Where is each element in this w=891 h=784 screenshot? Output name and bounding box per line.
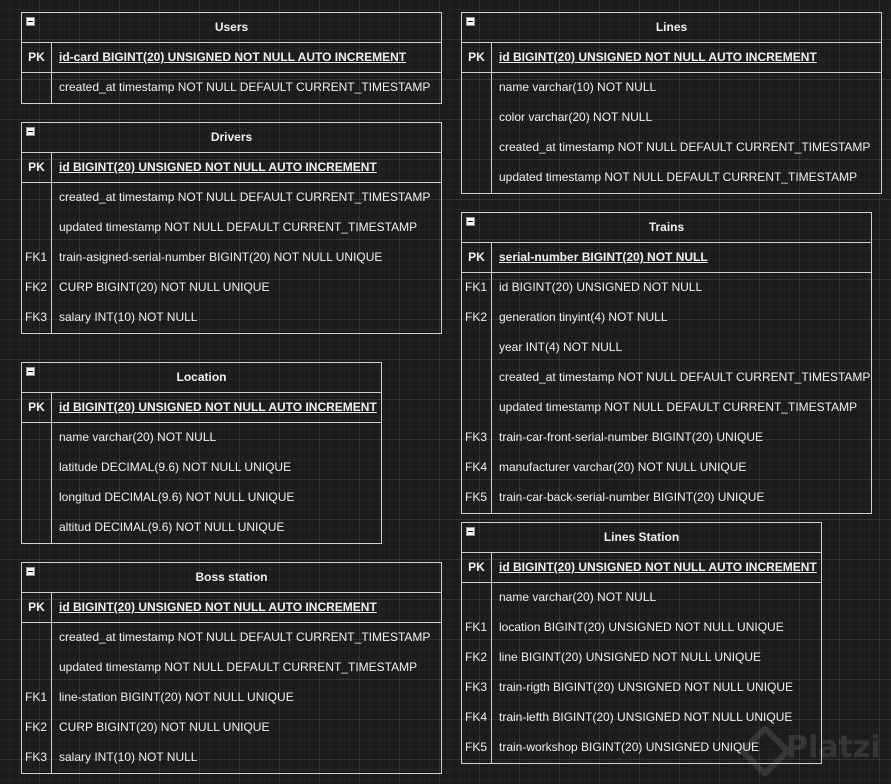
key-label: [22, 623, 52, 653]
column-name: line-station BIGINT(20) NOT NULL UNIQUE: [59, 690, 294, 704]
table-row[interactable]: [462, 423, 871, 453]
table-row[interactable]: [22, 623, 441, 653]
pk-row[interactable]: [22, 393, 381, 423]
table-header[interactable]: [462, 523, 821, 553]
table-row[interactable]: [22, 243, 441, 273]
table-row[interactable]: [22, 213, 441, 243]
column-name: created_at timestamp NOT NULL DEFAULT CURRENT_TIMESTAMP: [59, 630, 431, 644]
table-title: Boss station: [195, 570, 268, 584]
table-row[interactable]: [462, 363, 871, 393]
column-list: [22, 183, 441, 333]
table-row[interactable]: [22, 273, 441, 303]
column-name: CURP BIGINT(20) NOT NULL UNIQUE: [59, 720, 270, 734]
key-label: FK1: [25, 690, 48, 704]
column-name: id BIGINT(20) UNSIGNED NOT NULL AUTO INCREMENT: [59, 160, 377, 174]
column-name: train-car-back-serial-number BIGINT(20) UNIQUE: [499, 490, 765, 504]
table-row[interactable]: [462, 103, 881, 133]
column-name: year INT(4) NOT NULL: [499, 340, 623, 354]
column-name: id BIGINT(20) UNSIGNED NOT NULL: [499, 280, 703, 294]
column-name: train-car-front-serial-number BIGINT(20) UNIQUE: [499, 430, 764, 444]
table-lines-station[interactable]: [461, 522, 822, 764]
key-label: FK4: [465, 710, 488, 724]
column-name: generation tinyint(4) NOT NULL: [499, 310, 668, 324]
key-label: PK: [22, 593, 52, 622]
key-label: FK2: [465, 650, 488, 664]
table-row[interactable]: [22, 183, 441, 213]
column-name: CURP BIGINT(20) NOT NULL UNIQUE: [59, 280, 270, 294]
table-title: Location: [176, 370, 227, 384]
table-row[interactable]: [462, 733, 821, 763]
table-row[interactable]: [462, 133, 881, 163]
column-name: created_at timestamp NOT NULL DEFAULT CURRENT_TIMESTAMP: [59, 190, 431, 204]
column-name: salary INT(10) NOT NULL: [59, 310, 198, 324]
key-label: FK1: [465, 620, 488, 634]
table-boss-station[interactable]: [21, 562, 442, 774]
column-name: updated timestamp NOT NULL DEFAULT CURRENT_TIMESTAMP: [59, 660, 418, 674]
table-lines[interactable]: [461, 12, 882, 194]
key-label: FK2: [465, 310, 488, 324]
key-label: FK1: [465, 280, 488, 294]
column-list: [462, 73, 881, 193]
table-row[interactable]: [22, 423, 381, 453]
key-label: [22, 73, 52, 103]
column-name: created_at timestamp NOT NULL DEFAULT CURRENT_TIMESTAMP: [499, 370, 871, 384]
key-label: FK2: [25, 720, 48, 734]
pk-row[interactable]: [22, 153, 441, 183]
table-header[interactable]: [22, 13, 441, 43]
table-row[interactable]: [462, 303, 871, 333]
column-name: train-rigth BIGINT(20) UNSIGNED NOT NULL UNIQUE: [499, 680, 794, 694]
table-row[interactable]: [22, 453, 381, 483]
column-name: train-asigned-serial-number BIGINT(20) NOT NULL UNIQUE: [59, 250, 383, 264]
key-label: [462, 363, 492, 393]
key-label: FK5: [465, 490, 488, 504]
key-label: PK: [462, 243, 492, 272]
table-title: Drivers: [210, 130, 253, 144]
key-label: FK2: [25, 280, 48, 294]
table-title: Users: [214, 20, 249, 34]
key-label: [462, 163, 492, 193]
column-list: [462, 583, 821, 763]
table-trains[interactable]: [461, 212, 872, 514]
table-row[interactable]: [22, 743, 441, 773]
pk-row[interactable]: [22, 43, 441, 73]
column-list: [22, 73, 441, 103]
pk-row[interactable]: [462, 43, 881, 73]
column-list: [22, 623, 441, 773]
column-name: altitud DECIMAL(9.6) NOT NULL UNIQUE: [59, 520, 285, 534]
table-row[interactable]: [22, 303, 441, 333]
key-label: [462, 333, 492, 363]
table-row[interactable]: [462, 643, 821, 673]
key-label: FK5: [465, 740, 488, 754]
column-name: train-workshop BIGINT(20) UNSIGNED UNIQUE: [499, 740, 760, 754]
table-users[interactable]: [21, 12, 442, 104]
column-name: name varchar(20) NOT NULL: [499, 590, 657, 604]
key-label: [22, 453, 52, 483]
table-row[interactable]: [462, 703, 821, 733]
table-row[interactable]: [462, 453, 871, 483]
table-header[interactable]: [22, 123, 441, 153]
key-label: FK3: [25, 750, 48, 764]
column-name: name varchar(10) NOT NULL: [499, 80, 657, 94]
table-row[interactable]: [462, 613, 821, 643]
table-row[interactable]: [22, 683, 441, 713]
key-label: PK: [22, 393, 52, 422]
column-name: location BIGINT(20) UNSIGNED NOT NULL UNIQUE: [499, 620, 784, 634]
column-name: name varchar(20) NOT NULL: [59, 430, 217, 444]
key-label: PK: [22, 153, 52, 182]
key-label: [462, 73, 492, 103]
table-drivers[interactable]: [21, 122, 442, 334]
column-name: id-card BIGINT(20) UNSIGNED NOT NULL AUTO INCREMENT: [59, 50, 407, 64]
column-name: manufacturer varchar(20) NOT NULL UNIQUE: [499, 460, 747, 474]
table-header[interactable]: [22, 563, 441, 593]
table-header[interactable]: [462, 213, 871, 243]
table-header[interactable]: [462, 13, 881, 43]
table-title: Lines Station: [603, 530, 680, 544]
key-label: [22, 653, 52, 683]
column-name: serial-number BIGINT(20) NOT NULL: [499, 250, 708, 264]
key-label: [22, 213, 52, 243]
key-label: [22, 423, 52, 453]
key-label: [22, 513, 52, 543]
column-name: longitud DECIMAL(9.6) NOT NULL UNIQUE: [59, 490, 295, 504]
pk-row[interactable]: [22, 593, 441, 623]
column-list: [462, 273, 871, 513]
table-title: Trains: [648, 220, 685, 234]
table-row[interactable]: [462, 483, 871, 513]
key-label: [462, 103, 492, 133]
key-label: PK: [462, 553, 492, 582]
table-row[interactable]: [22, 513, 381, 543]
column-name: id BIGINT(20) UNSIGNED NOT NULL AUTO INCREMENT: [499, 50, 817, 64]
column-list: [22, 423, 381, 543]
key-label: FK3: [25, 310, 48, 324]
key-label: PK: [22, 43, 52, 72]
column-name: updated timestamp NOT NULL DEFAULT CURRENT_TIMESTAMP: [499, 400, 858, 414]
key-label: [462, 393, 492, 423]
key-label: FK3: [465, 680, 488, 694]
table-row[interactable]: [462, 163, 881, 193]
column-name: color varchar(20) NOT NULL: [499, 110, 653, 124]
key-label: FK1: [25, 250, 48, 264]
pk-row[interactable]: [462, 553, 821, 583]
column-name: updated timestamp NOT NULL DEFAULT CURRENT_TIMESTAMP: [59, 220, 418, 234]
key-label: [462, 583, 492, 613]
table-row[interactable]: [22, 483, 381, 513]
column-name: train-lefth BIGINT(20) UNSIGNED NOT NULL UNIQUE: [499, 710, 793, 724]
table-row[interactable]: [462, 273, 871, 303]
key-label: [22, 183, 52, 213]
column-name: line BIGINT(20) UNSIGNED NOT NULL UNIQUE: [499, 650, 762, 664]
column-name: id BIGINT(20) UNSIGNED NOT NULL AUTO INCREMENT: [499, 560, 817, 574]
column-name: salary INT(10) NOT NULL: [59, 750, 198, 764]
column-name: id BIGINT(20) UNSIGNED NOT NULL AUTO INCREMENT: [59, 400, 377, 414]
table-row[interactable]: [22, 713, 441, 743]
table-header[interactable]: [22, 363, 381, 393]
table-row[interactable]: [22, 73, 441, 103]
table-title: Lines: [655, 20, 688, 34]
table-row[interactable]: [462, 583, 821, 613]
table-row[interactable]: [22, 653, 441, 683]
key-label: [22, 483, 52, 513]
pk-row[interactable]: [462, 243, 871, 273]
watermark-text: Platzi: [786, 730, 881, 765]
key-label: FK3: [465, 430, 488, 444]
key-label: FK4: [465, 460, 488, 474]
table-row[interactable]: [462, 673, 821, 703]
key-label: PK: [462, 43, 492, 72]
table-row[interactable]: [462, 333, 871, 363]
table-row[interactable]: [462, 73, 881, 103]
column-name: latitude DECIMAL(9.6) NOT NULL UNIQUE: [59, 460, 292, 474]
key-label: [462, 133, 492, 163]
table-location[interactable]: [21, 362, 382, 544]
column-name: created_at timestamp NOT NULL DEFAULT CURRENT_TIMESTAMP: [59, 80, 431, 94]
column-name: created_at timestamp NOT NULL DEFAULT CURRENT_TIMESTAMP: [499, 140, 871, 154]
column-name: updated timestamp NOT NULL DEFAULT CURRENT_TIMESTAMP: [499, 170, 858, 184]
column-name: id BIGINT(20) UNSIGNED NOT NULL AUTO INCREMENT: [59, 600, 377, 614]
table-row[interactable]: [462, 393, 871, 423]
